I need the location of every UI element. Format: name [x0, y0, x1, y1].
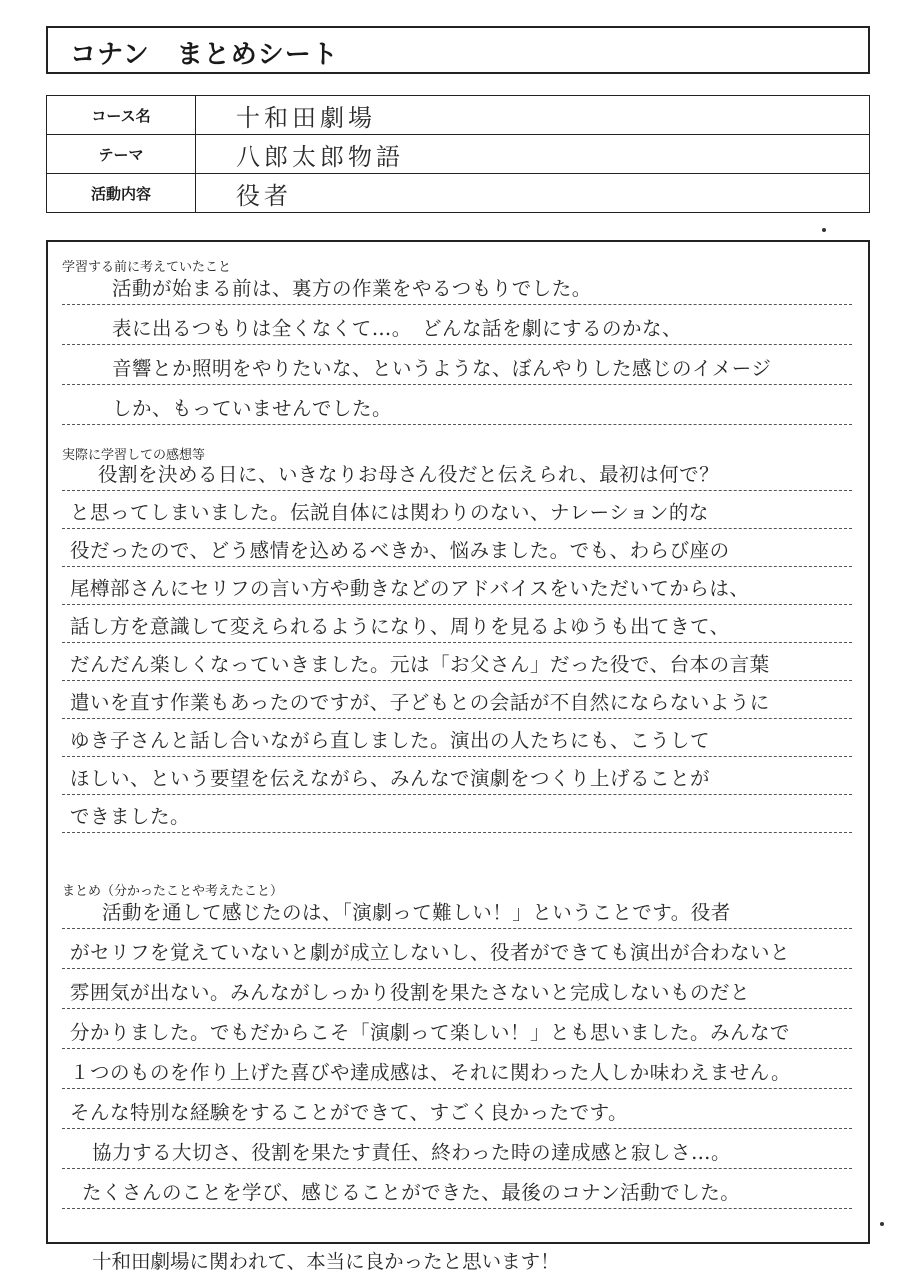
summary-section-label: まとめ（分かったことや考えたこと） — [62, 884, 284, 899]
activity-label: 活動内容 — [47, 174, 196, 213]
writing-line — [62, 392, 852, 425]
impression-line-3: 役だったので、どう感情を込めるべきか、悩みました。でも、わらび座の — [70, 539, 730, 562]
impression-line-7: 遣いを直す作業もあったのですが、子どもとの会話が不自然にならないように — [70, 691, 770, 714]
before-line-1: 活動が始まる前は、裏方の作業をやるつもりでした。 — [112, 277, 592, 300]
course-label: コース名 — [47, 96, 196, 135]
writing-line — [62, 458, 852, 491]
summary-line-5: １つのものを作り上げた喜びや達成感は、それに関わった人しか味わえません。 — [70, 1061, 791, 1084]
impression-line-6: だんだん楽しくなっていきました。元は「お父さん」だった役で、台本の言葉 — [70, 653, 770, 676]
summary-line-1: 活動を通して感じたのは、「演劇って難しい！」ということです。役者 — [102, 901, 731, 924]
writing-line — [62, 800, 852, 833]
summary-line-3: 雰囲気が出ない。みんながしっかり役割を果たさないと完成しないものだと — [70, 981, 751, 1004]
summary-line-8: たくさんのことを学び、感じることができた、最後のコナン活動でした。 — [82, 1181, 741, 1204]
summary-line-7: 協力する大切さ、役割を果たす責任、終わった時の達成感と寂しさ…。 — [92, 1141, 732, 1164]
theme-value: 八郎太郎物語 — [196, 135, 870, 174]
stray-dot — [880, 1222, 884, 1226]
before-line-3: 音響とか照明をやりたいな、というような、ぼんやりした感じのイメージ — [112, 357, 772, 380]
writing-line — [62, 648, 852, 681]
before-line-2: 表に出るつもりは全くなくて…。 どんな話を劇にするのかな、 — [112, 317, 683, 340]
summary-line-2: がセリフを覚えていないと劇が成立しないし、役者ができても演出が合わないと — [70, 941, 791, 964]
impression-line-4: 尾樽部さんにセリフの言い方や動きなどのアドバイスをいただいてからは、 — [70, 577, 750, 600]
writing-line — [62, 496, 852, 529]
writing-line — [62, 1056, 852, 1089]
impression-line-8: ゆき子さんと話し合いながら直しました。演出の人たちにも、こうして — [70, 729, 711, 752]
writing-line — [62, 976, 852, 1009]
writing-line — [62, 724, 852, 757]
theme-label: テーマ — [47, 135, 196, 174]
writing-line — [62, 1176, 852, 1209]
title-box — [46, 26, 870, 74]
writing-line — [62, 572, 852, 605]
sheet-title: コナン まとめシート — [70, 40, 339, 70]
theme-row — [47, 135, 870, 174]
writing-line — [62, 896, 852, 929]
writing-line — [62, 1096, 852, 1129]
writing-line — [62, 312, 852, 345]
reflection-box — [46, 240, 870, 1244]
summary-line-4: 分かりました。でもだからこそ「演劇って楽しい！」とも思いました。みんなで — [70, 1021, 791, 1044]
writing-line — [62, 610, 852, 643]
closing-line: 十和田劇場に関われて、本当に良かったと思います！ — [92, 1250, 560, 1273]
writing-line — [62, 272, 852, 305]
writing-line — [62, 936, 852, 969]
impression-line-5: 話し方を意識して変えられるようになり、周りを見るよゆうも出てきて、 — [70, 615, 730, 638]
activity-row — [47, 174, 870, 213]
info-table — [46, 95, 870, 213]
before-line-4: しか、もっていませんでした。 — [112, 397, 393, 420]
writing-line — [62, 534, 852, 567]
writing-line — [62, 762, 852, 795]
writing-line — [62, 686, 852, 719]
writing-line — [62, 1016, 852, 1049]
summary-line-6: そんな特別な経験をすることができて、すごく良かったです。 — [70, 1101, 629, 1124]
course-value: 十和田劇場 — [196, 96, 870, 135]
impression-section-label: 実際に学習しての感想等 — [62, 448, 206, 463]
impression-line-2: と思ってしまいました。伝説自体には関わりのない、ナレーション的な — [70, 501, 709, 524]
activity-value: 役者 — [196, 174, 870, 213]
impression-line-1: 役割を決める日に、いきなりお母さん役だと伝えられ、最初は何で？ — [98, 463, 720, 486]
writing-line — [62, 352, 852, 385]
course-row — [47, 96, 870, 135]
writing-line — [62, 1136, 852, 1169]
impression-line-10: できました。 — [70, 805, 191, 828]
impression-line-9: ほしい、という要望を伝えながら、みんなで演劇をつくり上げることが — [70, 767, 711, 790]
stray-dot — [822, 228, 826, 232]
before-section-label: 学習する前に考えていたこと — [62, 260, 232, 275]
